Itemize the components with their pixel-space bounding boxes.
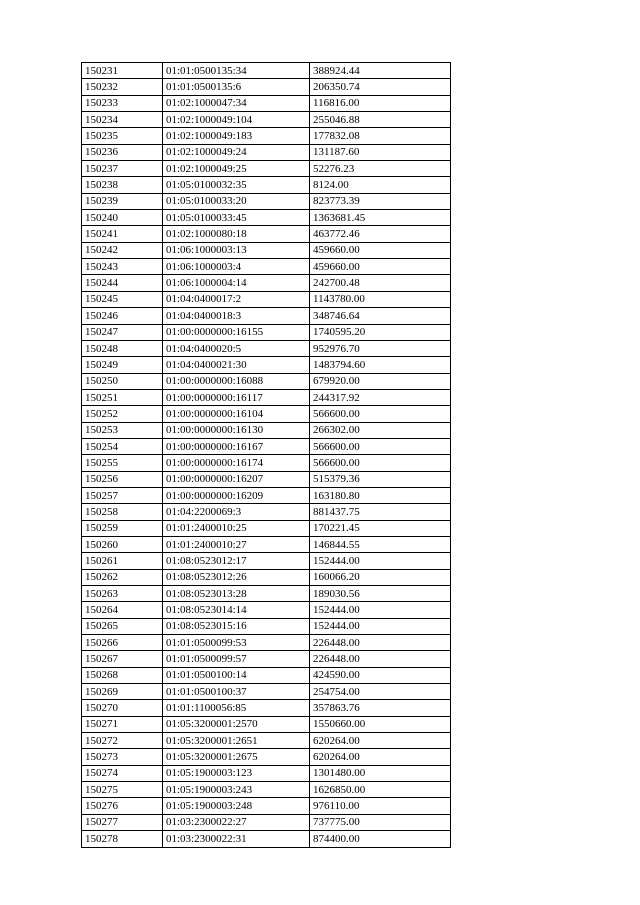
record-number-cell: 150253 [82, 422, 163, 438]
cadastral-number-cell: 01:01:0500135:34 [163, 63, 310, 79]
table-row [82, 520, 451, 536]
table-row [82, 602, 451, 618]
table-row [82, 357, 451, 373]
record-number-cell: 150263 [82, 586, 163, 602]
table-row [82, 504, 451, 520]
record-number-cell: 150275 [82, 782, 163, 798]
record-number-cell: 150245 [82, 291, 163, 307]
record-number-cell: 150252 [82, 406, 163, 422]
record-number-cell: 150274 [82, 765, 163, 781]
record-number-cell: 150261 [82, 553, 163, 569]
cadastral-number-cell: 01:06:1000004:14 [163, 275, 310, 291]
table-row [82, 63, 451, 79]
table-row [82, 193, 451, 209]
records-table [81, 62, 451, 848]
record-number-cell: 150238 [82, 177, 163, 193]
table-row [82, 765, 451, 781]
amount-cell: 515379.36 [310, 471, 451, 487]
record-number-cell: 150244 [82, 275, 163, 291]
cadastral-number-cell: 01:05:0100033:45 [163, 210, 310, 226]
cadastral-number-cell: 01:02:1000047:34 [163, 95, 310, 111]
amount-cell: 357863.76 [310, 700, 451, 716]
amount-cell: 206350.74 [310, 79, 451, 95]
amount-cell: 459660.00 [310, 242, 451, 258]
amount-cell: 1143780.00 [310, 291, 451, 307]
record-number-cell: 150234 [82, 112, 163, 128]
amount-cell: 952976.70 [310, 340, 451, 356]
cadastral-number-cell: 01:05:1900003:123 [163, 765, 310, 781]
cadastral-number-cell: 01:01:1100056:85 [163, 700, 310, 716]
table-row [82, 389, 451, 405]
amount-cell: 170221.45 [310, 520, 451, 536]
cadastral-number-cell: 01:01:2400010:25 [163, 520, 310, 536]
amount-cell: 1740595.20 [310, 324, 451, 340]
record-number-cell: 150268 [82, 667, 163, 683]
record-number-cell: 150235 [82, 128, 163, 144]
amount-cell: 620264.00 [310, 733, 451, 749]
record-number-cell: 150258 [82, 504, 163, 520]
record-number-cell: 150273 [82, 749, 163, 765]
cadastral-number-cell: 01:06:1000003:13 [163, 242, 310, 258]
cadastral-number-cell: 01:02:1000080:18 [163, 226, 310, 242]
record-number-cell: 150269 [82, 684, 163, 700]
table-row [82, 177, 451, 193]
record-number-cell: 150254 [82, 438, 163, 454]
record-number-cell: 150237 [82, 161, 163, 177]
record-number-cell: 150276 [82, 798, 163, 814]
cadastral-number-cell: 01:08:0523012:26 [163, 569, 310, 585]
amount-cell: 152444.00 [310, 602, 451, 618]
table-row [82, 635, 451, 651]
table-row [82, 471, 451, 487]
table-row [82, 700, 451, 716]
table-row [82, 95, 451, 111]
amount-cell: 266302.00 [310, 422, 451, 438]
record-number-cell: 150265 [82, 618, 163, 634]
amount-cell: 881437.75 [310, 504, 451, 520]
cadastral-number-cell: 01:00:0000000:16130 [163, 422, 310, 438]
amount-cell: 1626850.00 [310, 782, 451, 798]
table-row [82, 651, 451, 667]
table-row [82, 79, 451, 95]
record-number-cell: 150239 [82, 193, 163, 209]
amount-cell: 189030.56 [310, 586, 451, 602]
record-number-cell: 150255 [82, 455, 163, 471]
record-number-cell: 150240 [82, 210, 163, 226]
record-number-cell: 150232 [82, 79, 163, 95]
table-row [82, 569, 451, 585]
amount-cell: 874400.00 [310, 831, 451, 847]
cadastral-number-cell: 01:01:0500135:6 [163, 79, 310, 95]
amount-cell: 163180.80 [310, 487, 451, 503]
amount-cell: 463772.46 [310, 226, 451, 242]
records-table-body [82, 63, 451, 848]
record-number-cell: 150266 [82, 635, 163, 651]
table-row [82, 242, 451, 258]
record-number-cell: 150233 [82, 95, 163, 111]
cadastral-number-cell: 01:02:1000049:104 [163, 112, 310, 128]
cadastral-number-cell: 01:01:0500099:57 [163, 651, 310, 667]
table-row [82, 144, 451, 160]
cadastral-number-cell: 01:05:0100033:20 [163, 193, 310, 209]
cadastral-number-cell: 01:08:0523012:17 [163, 553, 310, 569]
table-row [82, 586, 451, 602]
amount-cell: 1483794.60 [310, 357, 451, 373]
record-number-cell: 150241 [82, 226, 163, 242]
cadastral-number-cell: 01:08:0523015:16 [163, 618, 310, 634]
table-row [82, 749, 451, 765]
cadastral-number-cell: 01:00:0000000:16088 [163, 373, 310, 389]
cadastral-number-cell: 01:05:1900003:248 [163, 798, 310, 814]
table-row [82, 340, 451, 356]
cadastral-number-cell: 01:00:0000000:16117 [163, 389, 310, 405]
record-number-cell: 150271 [82, 716, 163, 732]
table-row [82, 259, 451, 275]
table-row [82, 373, 451, 389]
table-row [82, 798, 451, 814]
table-row [82, 782, 451, 798]
cadastral-number-cell: 01:04:0400020:5 [163, 340, 310, 356]
record-number-cell: 150278 [82, 831, 163, 847]
table-row [82, 275, 451, 291]
amount-cell: 1363681.45 [310, 210, 451, 226]
record-number-cell: 150277 [82, 814, 163, 830]
cadastral-number-cell: 01:00:0000000:16155 [163, 324, 310, 340]
cadastral-number-cell: 01:01:0500099:53 [163, 635, 310, 651]
record-number-cell: 150260 [82, 536, 163, 552]
cadastral-number-cell: 01:05:3200001:2675 [163, 749, 310, 765]
record-number-cell: 150251 [82, 389, 163, 405]
table-row [82, 455, 451, 471]
cadastral-number-cell: 01:04:0400018:3 [163, 308, 310, 324]
cadastral-number-cell: 01:01:2400010:27 [163, 536, 310, 552]
record-number-cell: 150246 [82, 308, 163, 324]
cadastral-number-cell: 01:06:1000003:4 [163, 259, 310, 275]
amount-cell: 348746.64 [310, 308, 451, 324]
record-number-cell: 150272 [82, 733, 163, 749]
table-row [82, 308, 451, 324]
amount-cell: 255046.88 [310, 112, 451, 128]
table-row [82, 733, 451, 749]
table-row [82, 406, 451, 422]
cadastral-number-cell: 01:00:0000000:16174 [163, 455, 310, 471]
table-row [82, 536, 451, 552]
amount-cell: 152444.00 [310, 618, 451, 634]
cadastral-number-cell: 01:02:1000049:25 [163, 161, 310, 177]
amount-cell: 388924.44 [310, 63, 451, 79]
record-number-cell: 150250 [82, 373, 163, 389]
cadastral-number-cell: 01:08:0523013:28 [163, 586, 310, 602]
amount-cell: 52276.23 [310, 161, 451, 177]
record-number-cell: 150243 [82, 259, 163, 275]
table-row [82, 814, 451, 830]
cadastral-number-cell: 01:08:0523014:14 [163, 602, 310, 618]
amount-cell: 254754.00 [310, 684, 451, 700]
cadastral-number-cell: 01:05:0100032:35 [163, 177, 310, 193]
amount-cell: 160066.20 [310, 569, 451, 585]
amount-cell: 131187.60 [310, 144, 451, 160]
cadastral-number-cell: 01:02:1000049:24 [163, 144, 310, 160]
cadastral-number-cell: 01:01:0500100:14 [163, 667, 310, 683]
table-row [82, 684, 451, 700]
record-number-cell: 150249 [82, 357, 163, 373]
amount-cell: 146844.55 [310, 536, 451, 552]
table-row [82, 438, 451, 454]
table-row [82, 618, 451, 634]
record-number-cell: 150242 [82, 242, 163, 258]
table-row [82, 161, 451, 177]
cadastral-number-cell: 01:03:2300022:31 [163, 831, 310, 847]
amount-cell: 244317.92 [310, 389, 451, 405]
cadastral-number-cell: 01:03:2300022:27 [163, 814, 310, 830]
table-row [82, 716, 451, 732]
amount-cell: 226448.00 [310, 635, 451, 651]
record-number-cell: 150270 [82, 700, 163, 716]
record-number-cell: 150262 [82, 569, 163, 585]
amount-cell: 242700.48 [310, 275, 451, 291]
amount-cell: 823773.39 [310, 193, 451, 209]
table-row [82, 291, 451, 307]
table-row [82, 422, 451, 438]
amount-cell: 424590.00 [310, 667, 451, 683]
cadastral-number-cell: 01:02:1000049:183 [163, 128, 310, 144]
amount-cell: 737775.00 [310, 814, 451, 830]
record-number-cell: 150267 [82, 651, 163, 667]
record-number-cell: 150259 [82, 520, 163, 536]
amount-cell: 976110.00 [310, 798, 451, 814]
amount-cell: 679920.00 [310, 373, 451, 389]
amount-cell: 566600.00 [310, 406, 451, 422]
cadastral-number-cell: 01:05:3200001:2570 [163, 716, 310, 732]
record-number-cell: 150236 [82, 144, 163, 160]
amount-cell: 566600.00 [310, 455, 451, 471]
table-row [82, 128, 451, 144]
table-row [82, 487, 451, 503]
amount-cell: 177832.08 [310, 128, 451, 144]
table-row [82, 112, 451, 128]
cadastral-number-cell: 01:05:1900003:243 [163, 782, 310, 798]
cadastral-number-cell: 01:00:0000000:16104 [163, 406, 310, 422]
amount-cell: 566600.00 [310, 438, 451, 454]
cadastral-number-cell: 01:04:0400021:30 [163, 357, 310, 373]
table-row [82, 667, 451, 683]
record-number-cell: 150264 [82, 602, 163, 618]
record-number-cell: 150257 [82, 487, 163, 503]
record-number-cell: 150248 [82, 340, 163, 356]
record-number-cell: 150247 [82, 324, 163, 340]
amount-cell: 459660.00 [310, 259, 451, 275]
cadastral-number-cell: 01:04:2200069:3 [163, 504, 310, 520]
amount-cell: 8124.00 [310, 177, 451, 193]
table-row [82, 553, 451, 569]
cadastral-number-cell: 01:00:0000000:16207 [163, 471, 310, 487]
record-number-cell: 150231 [82, 63, 163, 79]
cadastral-number-cell: 01:04:0400017:2 [163, 291, 310, 307]
amount-cell: 116816.00 [310, 95, 451, 111]
amount-cell: 620264.00 [310, 749, 451, 765]
cadastral-number-cell: 01:00:0000000:16209 [163, 487, 310, 503]
amount-cell: 1301480.00 [310, 765, 451, 781]
table-row [82, 226, 451, 242]
table-row [82, 831, 451, 847]
amount-cell: 226448.00 [310, 651, 451, 667]
table-row [82, 210, 451, 226]
cadastral-number-cell: 01:05:3200001:2651 [163, 733, 310, 749]
table-row [82, 324, 451, 340]
amount-cell: 1550660.00 [310, 716, 451, 732]
record-number-cell: 150256 [82, 471, 163, 487]
cadastral-number-cell: 01:00:0000000:16167 [163, 438, 310, 454]
cadastral-number-cell: 01:01:0500100:37 [163, 684, 310, 700]
amount-cell: 152444.00 [310, 553, 451, 569]
